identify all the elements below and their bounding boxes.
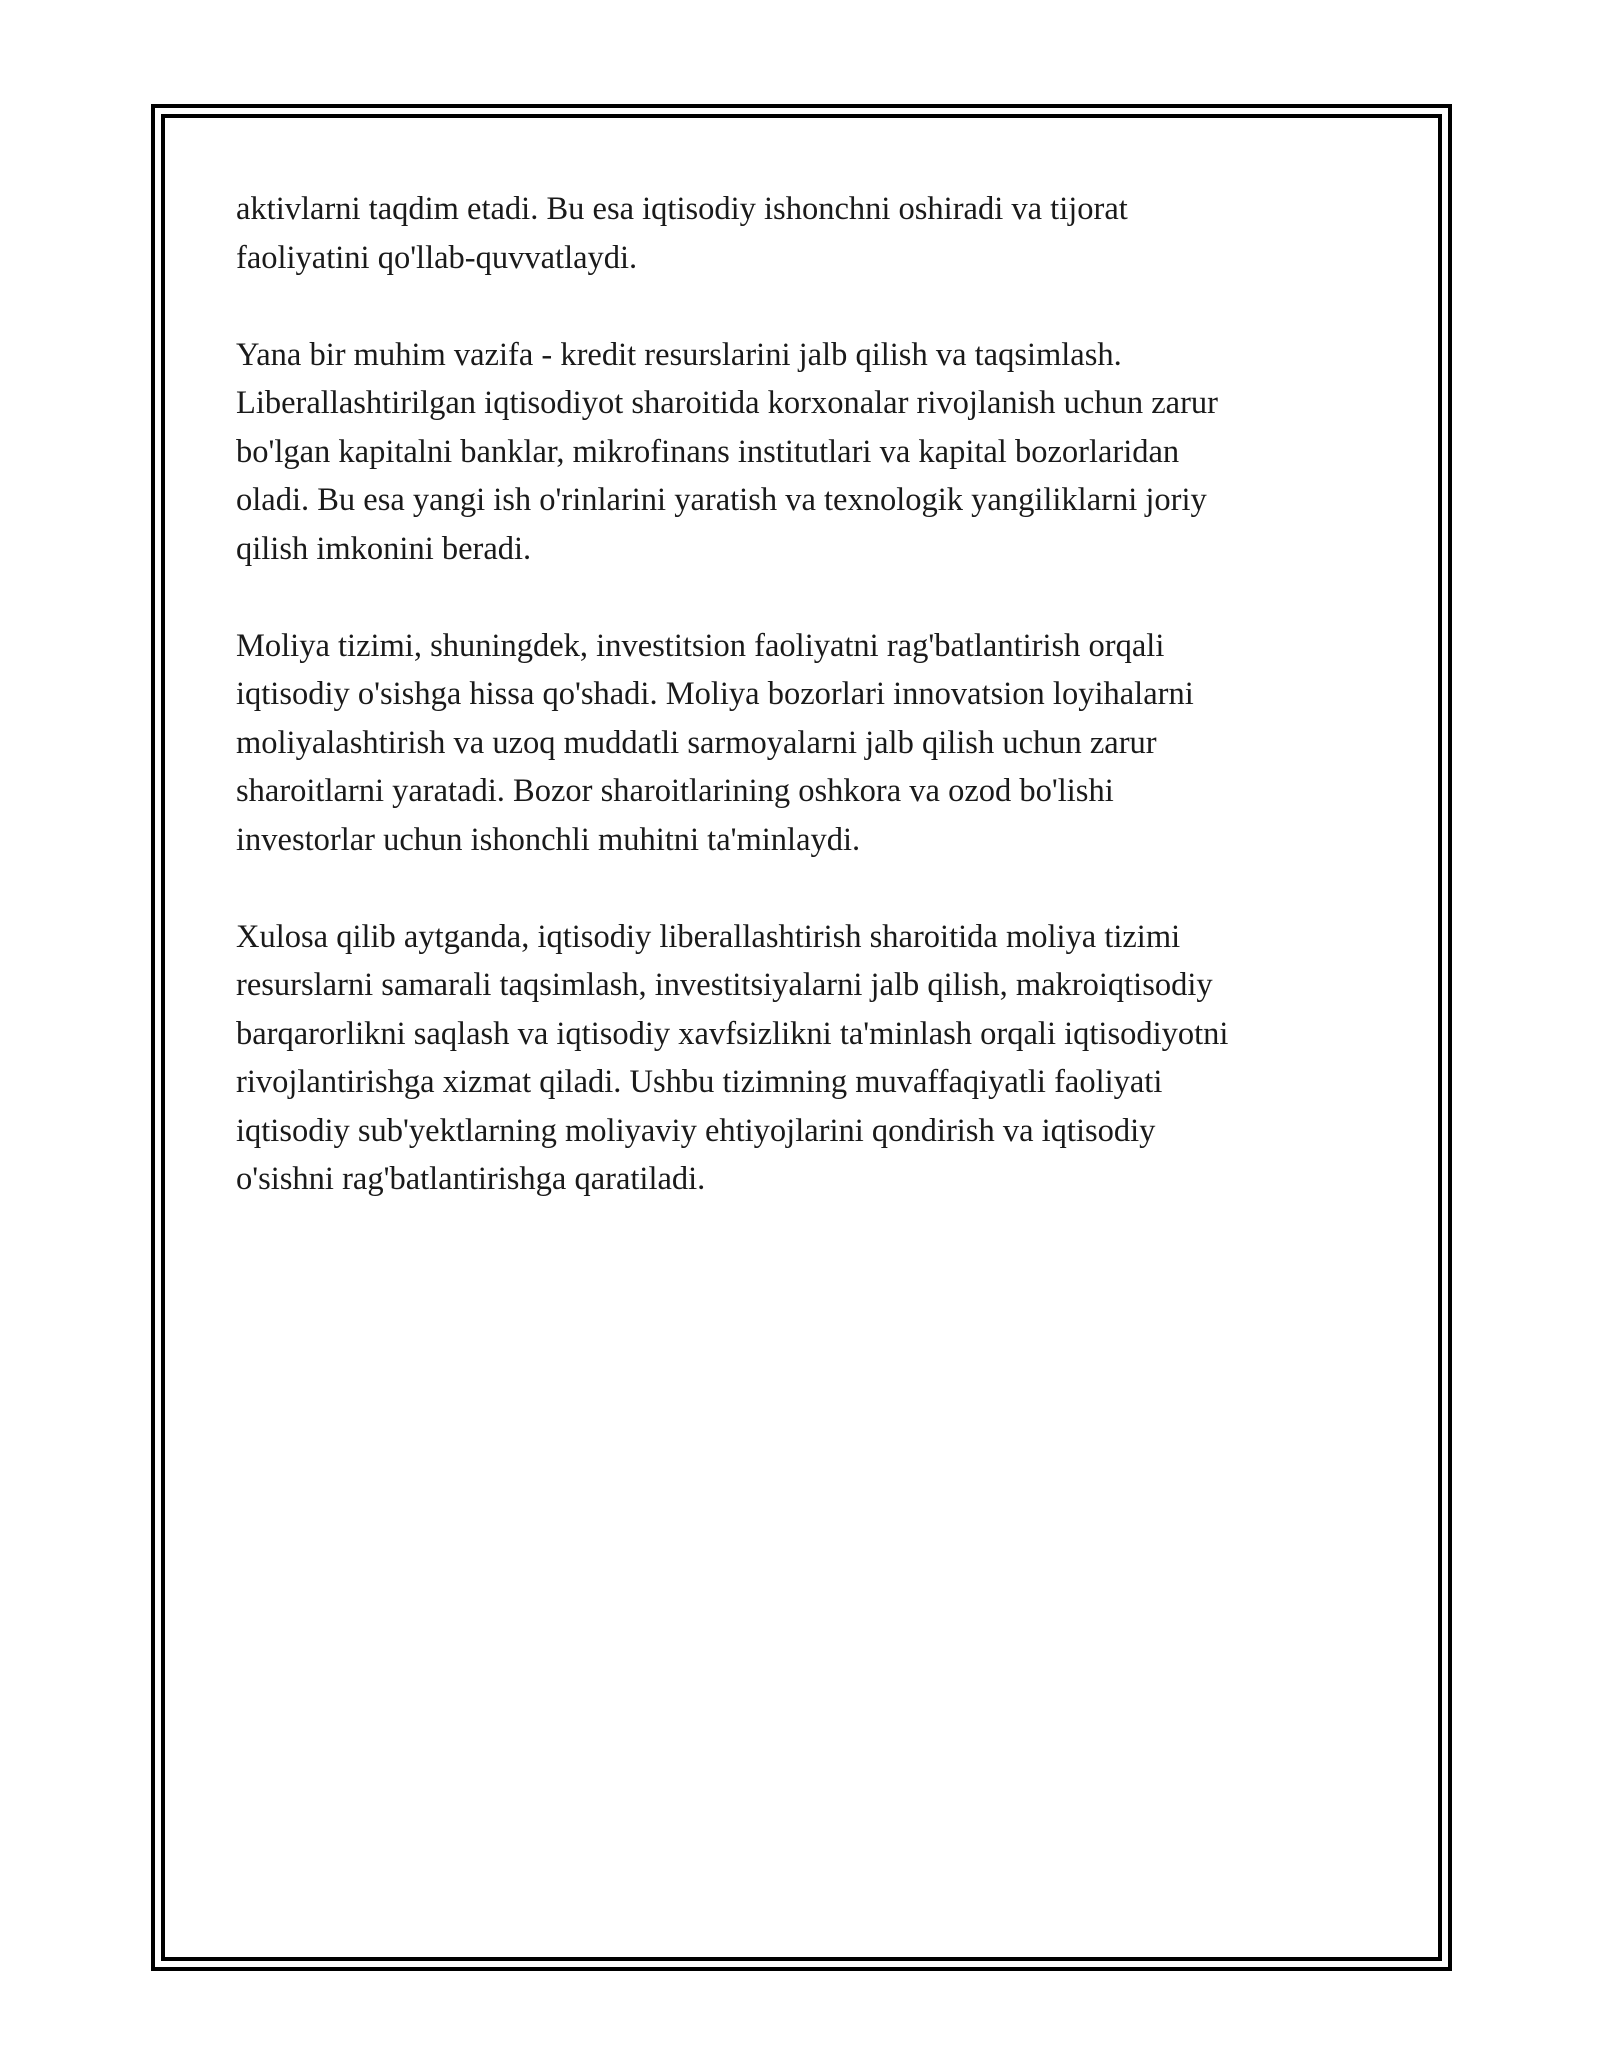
document-body — [236, 185, 1376, 1252]
paragraph-2: Yana bir muhim vazifa - kredit resurslarini jalb qilish va taqsimlash. Liberallashtirilgan iqtisodiyot sharoitida korxonalar rivojlanish uchun zarur bo'lgan kapitalni banklar, mikrofinans institutlari va kapital bozorlaridan oladi. Bu esa yangi ish o'rinlarini yaratish va texnologik yangiliklarni joriy qilish imkonini beradi. — [236, 336, 1218, 567]
paragraph-3: Moliya tizimi, shuningdek, investitsion faoliyatni rag'batlantirish orqali iqtisodiy o'sishga hissa qo'shadi. Moliya bozorlari innovatsion loyihalarni moliyalashtirish va uzoq muddatli sarmoyalarni jalb qilish uchun zarur sharoitlarni yaratadi. Bozor sharoitlarining oshkora va ozod bo'lishi investorlar uchun ishonchli muhitni ta'minlaydi. — [236, 627, 1194, 858]
paragraph-1: aktivlarni taqdim etadi. Bu esa iqtisodiy ishonchni oshiradi va tijorat faoliyatini qo'llab-quvvatlaydi. — [236, 191, 1128, 276]
paragraph-4: Xulosa qilib aytganda, iqtisodiy liberallashtirish sharoitida moliya tizimi resurslarni samarali taqsimlash, investitsiyalarni jalb qilish, makroiqtisodiy barqarorlikni saqlash va iqtisodiy xavfsizlikni ta'minlash orqali iqtisodiyotni rivojlantirishga xizmat qiladi. Ushbu tizimning muvaffaqiyatli faoliyati iqtisodiy sub'yektlarning moliyaviy ehtiyojlarini qondirish va iqtisodiy o'sishni rag'batlantirishga qaratiladi. — [236, 918, 1229, 1197]
